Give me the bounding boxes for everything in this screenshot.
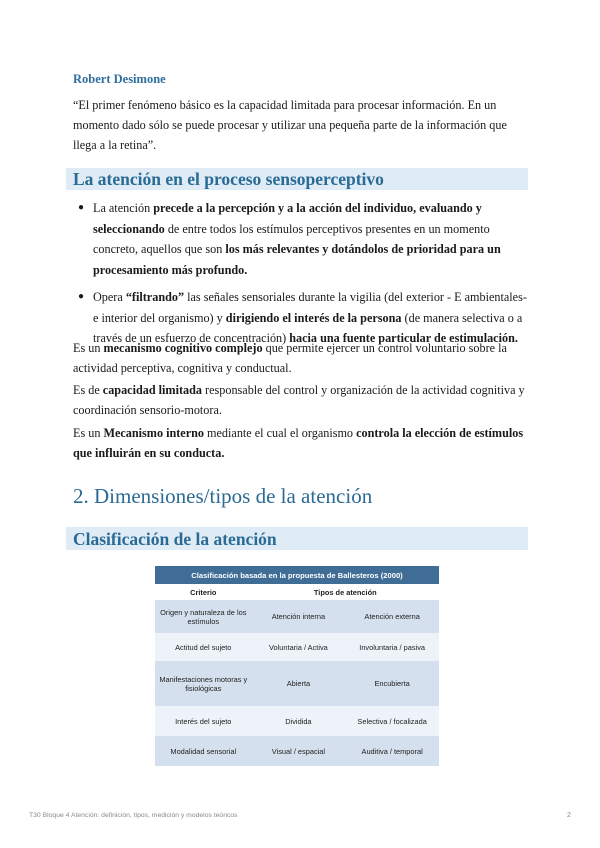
quote-paragraph: “El primer fenómeno básico es la capacidad limitada para procesar información. En un momento dado sólo se puede procesar y utilizar una pequeña parte de la información que llega a la retina”. xyxy=(73,98,507,152)
text-run: Es de xyxy=(73,383,103,397)
text-run: las señales sensoriales durante la vigilia (del exterior - E ambientales- e interior del organismo) y xyxy=(93,290,527,325)
table-cell: Selectiva / focalizada xyxy=(345,706,439,736)
table-cell: Atención interna xyxy=(252,600,346,633)
text-run: La atención xyxy=(93,201,154,215)
table-header-row xyxy=(155,584,439,600)
table-cell: Involuntaria / pasiva xyxy=(345,633,439,661)
bold-run: controla la elección de estímulos que influirán en su conducta. xyxy=(73,426,524,460)
table-cell: Visual / espacial xyxy=(252,736,346,766)
table-cell: Dividida xyxy=(252,706,346,736)
text-run: Es un xyxy=(73,341,104,355)
table-row xyxy=(155,661,439,706)
text-run: mediante el cual el organismo xyxy=(204,426,357,440)
bold-run: los más relevantes y dotándolos de prioridad para un procesamiento más profundo. xyxy=(93,242,501,277)
bold-run: dirigiendo el interés de la persona xyxy=(225,310,402,325)
column-header: Criterio xyxy=(155,584,252,600)
paragraph xyxy=(73,338,528,378)
paragraph xyxy=(73,380,528,420)
table-cell: Origen y naturaleza de los estímulos xyxy=(155,600,252,633)
section-title: La atención en el proceso sensoperceptivo xyxy=(73,169,384,189)
table-cell: Abierta xyxy=(252,661,346,706)
table-cell: Modalidad sensorial xyxy=(155,736,252,766)
text-run: Opera xyxy=(93,290,126,304)
text-run: que permite ejercer un control voluntario sobre la actividad perceptiva, cognitiva y conductual. xyxy=(73,341,507,375)
classification-table xyxy=(155,566,439,766)
table-caption-row xyxy=(155,566,439,584)
list-item xyxy=(73,198,528,280)
chapter-heading: 2. Dimensiones/tipos de la atención xyxy=(73,484,373,508)
bold-run: capacidad limitada xyxy=(102,383,202,397)
table-cell: Atención externa xyxy=(345,600,439,633)
table-row xyxy=(155,600,439,633)
bold-run: mecanismo cognitivo complejo xyxy=(103,341,263,355)
author-name: Robert Desimone xyxy=(73,72,166,86)
table-cell: Encubierta xyxy=(345,661,439,706)
bold-run: Mecanismo interno xyxy=(103,426,204,440)
text-run: de entre todos los estímulos perceptivos presentes en un momento concreto, aquellos que son xyxy=(93,221,490,256)
table-cell: Actitud del sujeto xyxy=(155,633,252,661)
bullet-icon: ● xyxy=(78,202,85,213)
table-row xyxy=(155,633,439,661)
section-heading-band xyxy=(66,168,528,190)
text-run: responsable del control y organización de la actividad cognitiva y coordinación sensorio-motora. xyxy=(73,383,525,417)
page-number: 2 xyxy=(567,812,571,819)
bullet-icon: ● xyxy=(78,291,85,302)
table-caption: Clasificación basada en la propuesta de Ballesteros (2000) xyxy=(155,566,439,584)
table-cell: Interés del sujeto xyxy=(155,706,252,736)
table-cell: Manifestaciones motoras y fisiológicas xyxy=(155,661,252,706)
bold-run: “filtrando” xyxy=(125,290,185,304)
section-title: Clasificación de la atención xyxy=(73,529,277,549)
paragraph xyxy=(73,423,528,463)
table-cell: Voluntaria / Activa xyxy=(252,633,346,661)
footer-text: T30 Bloque 4 Atención: definición, tipos, medición y modelos teóricos xyxy=(29,812,238,819)
bold-run: hacia una fuente particular de estimulación. xyxy=(289,331,518,345)
bullet-list xyxy=(73,198,528,356)
text-run: (de manera selectiva o a través de un esfuerzo de concentración) xyxy=(93,310,523,345)
table-row xyxy=(155,736,439,766)
table-cell: Auditiva / temporal xyxy=(345,736,439,766)
section-heading-band xyxy=(66,527,528,550)
bold-run: precede a la percepción y a la acción del individuo, evaluando y seleccionando xyxy=(93,201,482,236)
table-row xyxy=(155,706,439,736)
column-header: Tipos de atención xyxy=(252,584,439,600)
text-run: Es un xyxy=(73,426,104,440)
